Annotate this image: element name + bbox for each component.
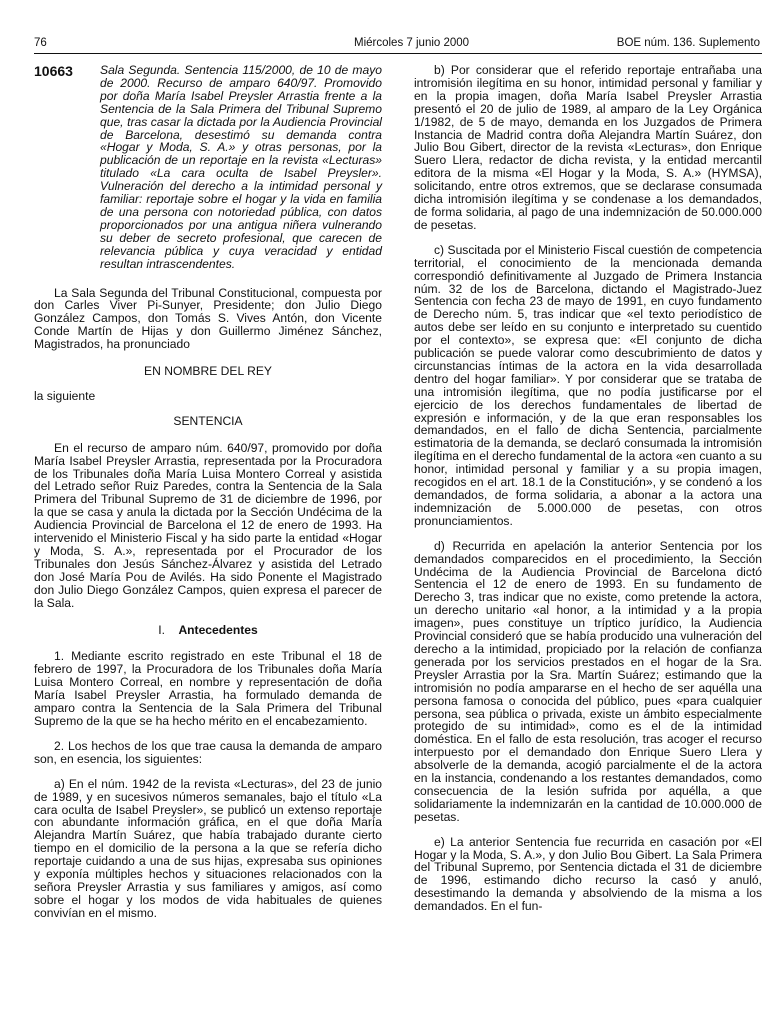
left-column bbox=[34, 64, 382, 920]
right-column bbox=[414, 64, 762, 913]
paragraph-c: c) Suscitada por el Ministerio Fiscal cuestión de competencia territorial, el conocimiento de la mencionada demanda correspondió definitivamente al Juzgado de Primera Instancia núm. 32 de los de Barcelona, dictando el Magistrado-Juez Sentencia con fecha 23 de mayo de 1991, en cuyo fundamento de Derecho núm. 5, tras indicar que «el texto periodístico de autos debe ser leído en su conjunto e interpretado su cuentido por el contexto», se expresa que: «El conjunto de dicha publicación se puede valorar como descubrimiento de datos y circunstancias íntimas de la actora en la vida desarrollada dentro del hogar familiar». Y por considerar que se trataba de una intromisión ilegítima, que no podía justificarse por el ejercicio de los derechos fundamentales de libertad de expresión e información, y de la que eran responsables los demandados, en el fallo de dicha Sentencia, parcialmente estimatoria de la demanda, se declaró consumada la intromisión ilegítima en el derecho fundamental de la actora «en cuanto a su honor, intimidad personal y familiar y a su propia imagen, recogidos en el art. 18.1 de la Constitución», y se condenó a los demandados, de forma solidaria, a abonar a la actora una indemnización de 5.000.000 de pesetas, con otros pronunciamientos. bbox=[414, 242, 762, 528]
page-header bbox=[34, 36, 762, 50]
following-label: la siguiente bbox=[34, 388, 96, 403]
paragraph-1: 1. Mediante escrito registrado en este Tribunal el 18 de febrero de 1997, la Procuradora de los Tribunales doña María Luisa Montero Correal, en nombre y representación de doña María Isabel Preysler Arrastia, ha formulado demanda de amparo contra la Sentencia de la Sala Primera del Tribunal Supremo de la que se ha hecho mérito en el encabezamiento. bbox=[34, 649, 382, 728]
paragraph-d: d) Recurrida en apelación la anterior Sentencia por los demandados comparecidos en el procedimiento, la Sección Undécima de la Audiencia Provincial de Barcelona dictó Sentencia el 12 de enero de 1993. En su fundamento de Derecho 3, tras indicar que no existe, como pretende la actora, un derecho unitario «al honor, a la intimidad y a la propia imagen», pues constituye un tríptico jurídico, la Audiencia Provincial consideró que se había producido una vulneración del derecho a la intimidad, propiciado por la relación de confianza generada por los servicios prestados en el hogar de la Sra. Preysler Arrastia por la Sra. Martín Suárez; estimando que la intromisión no podía ampararse en el hecho de ser aquélla una persona famosa o conocida del público, pues «para cualquier persona, sea pública o privada, existe un ámbito especialmente protegido de su intimidad», como es el de la intimidad doméstica. En el fallo de esta resolución, tras acoger el recurso interpuesto por el demandado don Enrique Suero Llera y absolverle de la demanda, acogió parcialmente el de la actora en la instancia, condenando a los restantes demandados, como consecuencia de la lesión sufrida por aquélla, a que solidariamente la indemnizarán en la cantidad de 10.000.000 de pesetas. bbox=[414, 538, 762, 824]
publication-date: Miércoles 7 junio 2000 bbox=[354, 37, 470, 49]
ruling-summary bbox=[34, 64, 382, 271]
paragraph-b: b) Por considerar que el referido reportaje entrañaba una intromisión ilegítima en su honor, intimidad personal y familiar y en la propia imagen, doña María Isabel Preysler Arrastia presentó el 20 de julio de 1989, al amparo de la Ley Orgánica 1/1982, de 5 de mayo, demanda en los Juzgados de Primera Instancia de Madrid contra doña Alejandra Martín Suárez, don Julio Bou Gibert, director de la revista «Lecturas», don Enrique Suero Llera, redactor de dicha revista, y la entidad mercantil editora de la misma «El Hogar y la Moda, S. A.» (HYMSA), solicitando, entre otros extremos, que se declarase consumada dicha intromisión ilegítima y se condenase a los demandados, de forma solidaria, al pago de una indemnización de 50.000.000 de pesetas. bbox=[414, 63, 762, 232]
paragraph-a: a) En el núm. 1942 de la revista «Lecturas», del 23 de junio de 1989, y en sucesivos números semanales, bajo el título «La cara oculta de Isabel Preysler», se publicó un extenso reportaje con abundante información gráfica, en el que doña María Alejandra Martín Suárez, que había trabajado durante cierto tiempo en el domicilio de la persona a la que se refería dicho reportaje cuidando a una de sus hijas, expresaba sus opiniones y exponía múltiples hechos y situaciones relacionados con la señora Preysler Arrastia y sus familiares y amigos, así como sobre el hogar y los modos de vida habituales de quienes convivían en el mismo. bbox=[34, 776, 382, 920]
ruling-summary-text: Sala Segunda. Sentencia 115/2000, de 10 de mayo de 2000. Recurso de amparo 640/97. Promovido por doña María Isabel Preysler Arrastia frente a la Sentencia de la Sala Primera del Tribunal Supremo que, tras casar la dictada por la Audiencia Provincial de Barcelona, desestimó su demanda contra «Hogar y Moda, S. A.» y otras personas, por la publicación de un reportaje en la revista «Lecturas» titulado «La cara oculta de Isabel Preysler». Vulneración del derecho a la intimidad personal y familiar: reportaje sobre el hogar y la vida en familia de una persona con notoriedad pública, con datos proporcionados por una antigua niñera vulnerando su deber de secreto profesional, que carecen de relevancia pública y cuya veracidad y entidad resultan intrascendentes. bbox=[100, 63, 382, 271]
header-rule bbox=[34, 53, 762, 54]
in-name-of-king: EN NOMBRE DEL REY bbox=[144, 364, 272, 379]
paragraph-2: 2. Los hechos de los que trae causa la demanda de amparo son, en esencia, los siguientes: bbox=[34, 738, 382, 766]
court-composition: La Sala Segunda del Tribunal Constitucional, compuesta por don Carles Viver Pi-Sunyer, Presidente; don Julio Diego González Campos, don Tomás S. Vives Antón, don Vicente Conde Martín de Hijas y don Guillermo Jiménez Sánchez, Magistrados, ha pronunciado bbox=[34, 285, 382, 352]
sentence-title: SENTENCIA bbox=[173, 413, 243, 428]
paragraph-e: e) La anterior Sentencia fue recurrida en casación por «El Hogar y la Moda, S. A.», y don Julio Bou Gibert. La Sala Primera del Tribunal Supremo, por Sentencia dictada el 31 de diciembre de 1996, estimando dicho recurso la casó y anuló, desestimando la demanda y absolviendo de la misma a los demandados. En el fun- bbox=[414, 834, 762, 914]
page-number: 76 bbox=[34, 37, 47, 49]
publication-name: BOE núm. 136. Suplemento bbox=[616, 37, 760, 49]
recurso-paragraph: En el recurso de amparo núm. 640/97, promovido por doña María Isabel Preysler Arrastia, representada por la Procuradora de los Tribunales doña María Luisa Montero Correal y asistida del Letrado señor Ruiz Paredes, contra la Sentencia de la Sala Primera del Tribunal Supremo de 31 de diciembre de 1996, por la que se casa y anula la dictada por la Sección Undécima de la Audiencia Provincial de Barcelona el 12 de enero de 1993. Ha intervenido el Ministerio Fiscal y ha sido parte la entidad «Hogar y Moda, S. A.», representada por el Procurador de los Tribunales don Jesús Sánchez-Álvarez y asistida del Letrado don José María Pou de Avilés. Ha sido Ponente el Magistrado don Julio Diego González Campos, quien expresa el parecer de la Sala. bbox=[34, 440, 382, 610]
section-numeral: I. bbox=[158, 622, 165, 637]
section-title: Antecedentes bbox=[178, 622, 258, 637]
ruling-number: 10663 bbox=[34, 63, 73, 79]
section-heading bbox=[34, 624, 382, 637]
